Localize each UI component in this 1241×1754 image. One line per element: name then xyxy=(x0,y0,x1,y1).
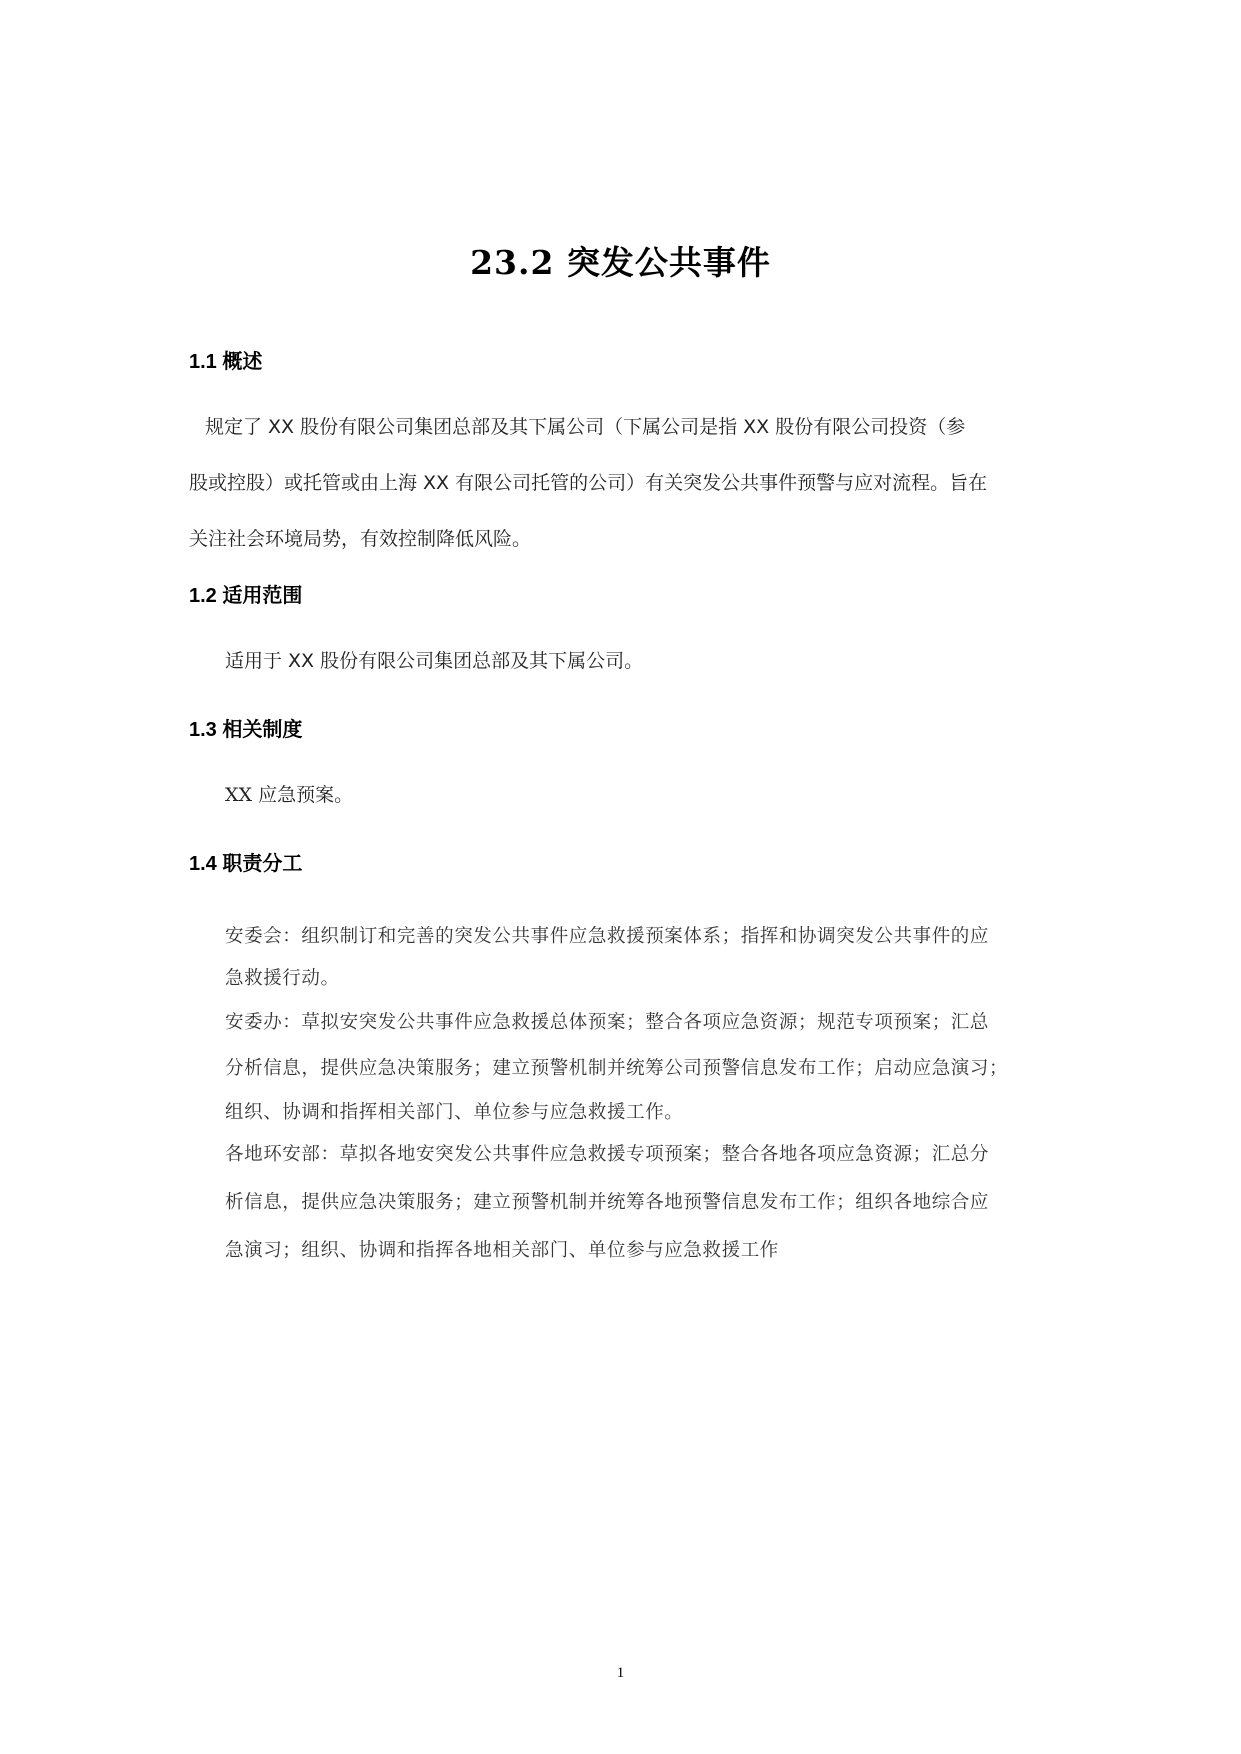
section-heading-scope: 1.2 适用范围 xyxy=(189,585,303,607)
section-body-responsibilities xyxy=(189,922,1055,1262)
paragraph-line: 股或控股）或托管或由上海 XX 有限公司托管的公司）有关突发公共事件预警与应对流程。旨在 xyxy=(189,472,988,494)
paragraph-line: 组织、协调和指挥相关部门、单位参与应急救援工作。 xyxy=(225,1102,684,1123)
paragraph-line: 安委办：草拟安突发公共事件应急救援总体预案；整合各项应急资源；规范专项预案；汇总 xyxy=(225,1012,990,1033)
section-body-overview xyxy=(189,412,1055,562)
document-title: 23.2 突发公共事件 xyxy=(470,243,771,282)
paragraph-line: 安委会：组织制订和完善的突发公共事件应急救援预案体系；指挥和协调突发公共事件的应 xyxy=(225,926,990,947)
section-heading-overview: 1.1 概述 xyxy=(189,351,263,373)
paragraph-line: 各地环安部：草拟各地安突发公共事件应急救援专项预案；整合各地各项应急资源；汇总分 xyxy=(225,1144,990,1165)
section-body-scope xyxy=(189,646,1055,676)
paragraph-line: 析信息，提供应急决策服务；建立预警机制并统筹各地预警信息发布工作；组织各地综合应 xyxy=(225,1192,990,1213)
page-number: 1 xyxy=(616,1665,625,1681)
paragraph-line: 规定了 XX 股份有限公司集团总部及其下属公司（下属公司是指 XX 股份有限公司投资（参 xyxy=(205,416,966,438)
paragraph-line: 关注社会环境局势，有效控制降低风险。 xyxy=(189,528,532,550)
paragraph-line: XX 应急预案。 xyxy=(225,784,354,806)
section-heading-related-policies: 1.3 相关制度 xyxy=(189,719,303,741)
section-body-related-policies xyxy=(189,780,1055,810)
section-heading-responsibilities: 1.4 职责分工 xyxy=(189,853,303,875)
paragraph-line: 适用于 XX 股份有限公司集团总部及其下属公司。 xyxy=(225,650,644,672)
paragraph-line: 急演习；组织、协调和指挥各地相关部门、单位参与应急救援工作 xyxy=(225,1240,779,1261)
paragraph-line: 分析信息，提供应急决策服务；建立预警机制并统筹公司预警信息发布工作；启动应急演习； xyxy=(225,1058,1009,1079)
paragraph-line: 急救援行动。 xyxy=(225,968,340,989)
